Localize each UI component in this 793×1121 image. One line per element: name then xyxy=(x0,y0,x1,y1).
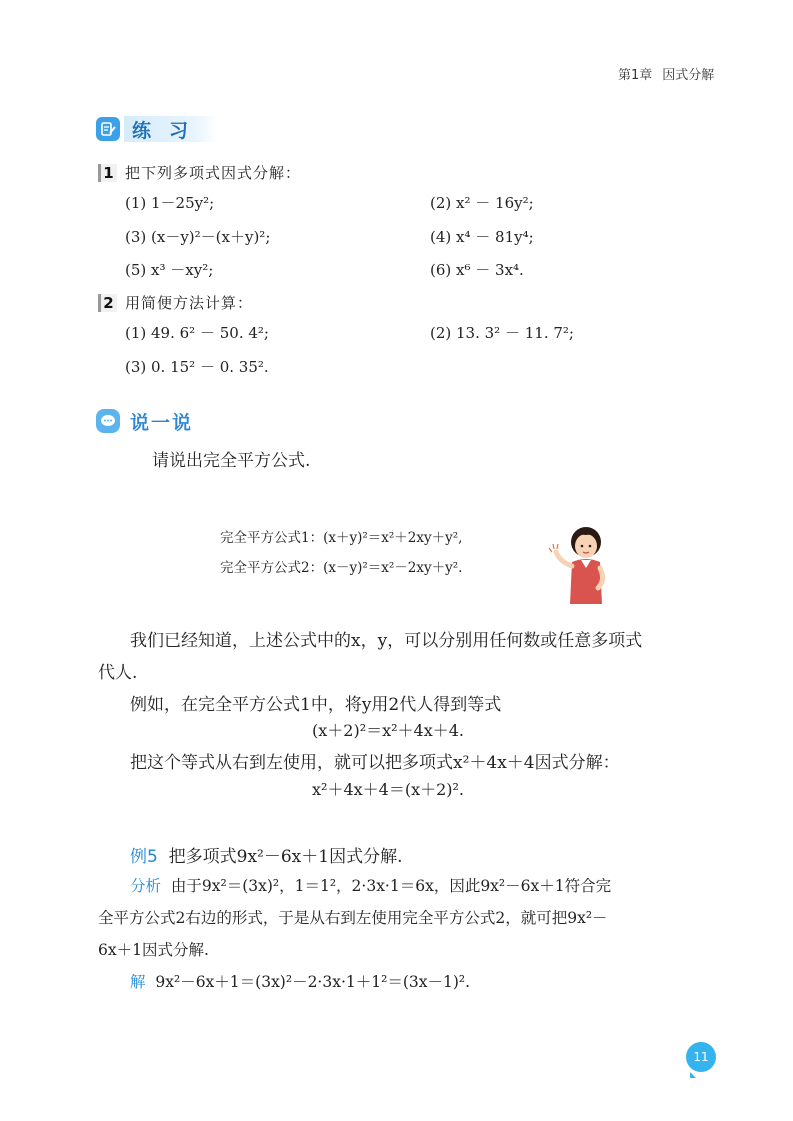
analysis-line-2: 全平方公式2右边的形式，于是从右到左使用完全平方公式2，就可把9x²－ xyxy=(98,909,608,927)
example-text: 把多项式9x²－6x＋1因式分解. xyxy=(168,847,403,867)
question-prompt: 把下列多项式因式分解： xyxy=(125,164,302,182)
q1-item-5: (5) x³ －xy²; xyxy=(125,261,214,279)
question-prompt: 用简便方法计算： xyxy=(125,294,254,312)
practice-banner xyxy=(96,116,218,142)
question-2 xyxy=(98,292,253,313)
paragraph-3: 把这个等式从右到左使用，就可以把多项式x²＋4x＋4因式分解： xyxy=(130,753,620,773)
formula-1: 完全平方公式1：(x＋y)²＝x²＋2xy＋y², xyxy=(220,530,463,546)
solution-line xyxy=(130,970,470,992)
analysis-line-1 xyxy=(130,874,611,896)
running-header xyxy=(618,64,724,83)
girl-illustration xyxy=(548,522,618,608)
say-title: 说一说 xyxy=(130,411,194,434)
equation-1: (x＋2)²＝x²＋4x＋4. xyxy=(312,721,465,740)
say-prompt: 请说出完全平方公式. xyxy=(152,451,311,471)
formula-2: 完全平方公式2：(x－y)²＝x²－2xy＋y². xyxy=(220,560,463,576)
analysis-text-1: 由于9x²＝(3x)²，1＝1²，2·3x·1＝6x，因此9x²－6x＋1符合完 xyxy=(170,877,612,895)
pencil-note-icon xyxy=(96,117,120,141)
analysis-line-3: 6x＋1因式分解. xyxy=(98,941,209,959)
question-number: 1 xyxy=(98,164,117,182)
paragraph-2: 例如，在完全平方公式1中，将y用2代人得到等式 xyxy=(130,695,502,715)
paragraph-1b: 代人. xyxy=(98,663,138,683)
q1-item-1: (1) 1－25y²; xyxy=(125,194,215,212)
solution-text: 9x²－6x＋1＝(3x)²－2·3x·1＋1²＝(3x－1)². xyxy=(155,973,471,991)
q2-item-3: (3) 0. 15² － 0. 35². xyxy=(125,358,269,376)
q2-item-1: (1) 49. 6² － 50. 4²; xyxy=(125,324,269,342)
question-1 xyxy=(98,162,301,183)
chapter-label: 第1章 xyxy=(618,68,653,83)
analysis-label: 分析 xyxy=(130,877,162,895)
speech-bubble-icon xyxy=(96,409,120,433)
q1-item-3: (3) (x－y)²－(x＋y)²; xyxy=(125,228,271,246)
question-number: 2 xyxy=(98,294,117,312)
equation-2: x²＋4x＋4＝(x＋2)². xyxy=(312,780,465,799)
chapter-title: 因式分解 xyxy=(662,68,715,83)
page-number-badge: 11 xyxy=(686,1042,716,1072)
q1-item-2: (2) x² － 16y²; xyxy=(430,194,534,212)
q1-item-4: (4) x⁴ － 81y⁴; xyxy=(430,228,534,246)
example-label: 例5 xyxy=(130,847,158,867)
paragraph-1a: 我们已经知道，上述公式中的x，y，可以分别用任何数或任意多项式 xyxy=(130,631,643,651)
say-banner xyxy=(96,408,205,434)
practice-title: 练习 xyxy=(124,116,218,142)
q1-item-6: (6) x⁶ － 3x⁴. xyxy=(430,261,524,279)
q2-item-2: (2) 13. 3² － 11. 7²; xyxy=(430,324,574,342)
example-5 xyxy=(130,842,402,867)
solution-label: 解 xyxy=(130,973,146,991)
